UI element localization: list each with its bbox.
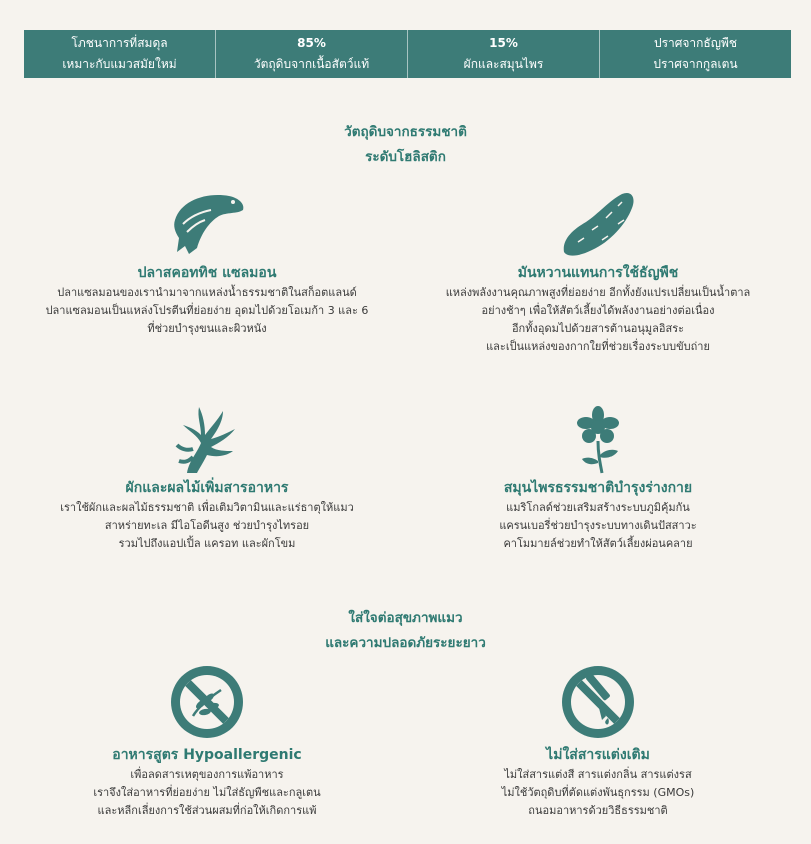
top-feature-bar [24,30,791,78]
ingredient-title: มันหวานแทนการใช้ธัญพืช [517,265,679,281]
ingredient-vegetables [7,405,407,553]
ingredient-sweet-potato [398,190,798,356]
benefit-title: ไม่ใส่สารแต่งเติม [546,747,650,763]
section-title-line: และความปลอดภัยระยะยาว [325,635,486,651]
ingredient-desc: แหล่งพลังงานคุณภาพสูงที่ย่อยง่าย อีกทั้งยังแปรเปลี่ยนเป็นน้ำตาล อย่างช้าๆ เพื่อให้สัตว์เลี้ยงได้พลังงานอย่างต่อเนื่อง อีกทั้งอุดมไปด้วยสารต้านอนุมูลอิสระ และเป็นแหล่งของกากใยที่ช่วยเรื่องระบบขับถ่าย [445,286,751,353]
feature-percent: 15% [489,36,518,50]
ingredient-title: ปลาสคอททิช แซลมอน [137,265,277,281]
sweet-potato-icon [558,190,638,260]
section-title-natural [0,120,811,170]
section-title-line: ใส่ใจต่อสุขภาพแมว [348,610,463,626]
feature-line: ปราศจากธัญพืช [653,36,738,50]
ingredient-desc: แมริโกลด์ช่วยเสริมสร้างระบบภูมิคุ้มกัน แครนเบอรี่ช่วยบำรุงระบบทางเดินปัสสาวะ คาโมมายล์ช่วยทำให้สัตว์เลี้ยงผ่อนคลาย [499,501,697,550]
ingredient-title: สมุนไพรธรรมชาติบำรุงร่างกาย [503,480,693,496]
feature-line: วัตถุดิบจากเนื้อสัตว์แท้ [253,57,370,71]
ingredient-title: ผักและผลไม้เพิ่มสารอาหาร [125,480,289,496]
benefit-no-additive [398,662,798,820]
benefit-desc: เพื่อลดสารเหตุของการแพ้อาหาร เราจึงใส่อาหารที่ย่อยง่าย ไม่ใส่ธัญพืชและกลูเตน และหลีกเลี่ยงการใช้ส่วนผสมที่ก่อให้เกิดการแพ้ [93,768,321,817]
feature-grainfree [600,30,791,78]
ingredient-desc: ปลาแซลมอนของเรานำมาจากแหล่งน้ำธรรมชาติในสก็อตแลนด์ ปลาแซลมอนเป็นแหล่งโปรตีนที่ย่อยง่าย อุดมไปด้วยโอเมก้า 3 และ 6 ที่ช่วยบำรุงขนและผิวหนัง [45,286,369,335]
feature-veg [408,30,600,78]
no-allergen-icon [167,662,247,742]
feature-line: ผักและสมุนไพร [463,57,544,71]
ingredient-salmon [7,190,407,338]
feature-meat [216,30,408,78]
section-title-line: ระดับโฮลิสติก [365,149,446,165]
no-additive-icon [558,662,638,742]
ingredient-herbs [398,405,798,553]
section-title-health [0,606,811,656]
seaweed-icon [167,405,247,475]
feature-line: ปราศจากกูลเตน [653,57,738,71]
feature-line: โภชนาการที่สมดุล [71,36,168,50]
benefit-desc: ไม่ใส่สารแต่งสี สารแต่งกลิ่น สารแต่งรส ไม่ใช้วัตถุดิบที่ตัดแต่งพันธุกรรม (GMOs) ถนอมอาหารด้วยวิธีธรรมชาติ [501,768,695,817]
section-title-line: วัตถุดิบจากธรรมชาติ [344,124,467,140]
feature-percent: 85% [297,36,326,50]
benefit-title: อาหารสูตร Hypoallergenic [112,747,302,763]
salmon-icon [167,190,247,260]
benefit-hypoallergenic [7,662,407,820]
feature-balanced [24,30,216,78]
ingredient-desc: เราใช้ผักและผลไม้ธรรมชาติ เพื่อเติมวิตามินและแร่ธาตุให้แมว สาหร่ายทะเล มีไอโอดีนสูง ช่วยบำรุงไทรอย รวมไปถึงแอปเปิ้ล แครอท และผักโขม [60,501,354,550]
feature-line: เหมาะกับแมวสมัยใหม่ [62,57,177,71]
flower-icon [558,405,638,475]
